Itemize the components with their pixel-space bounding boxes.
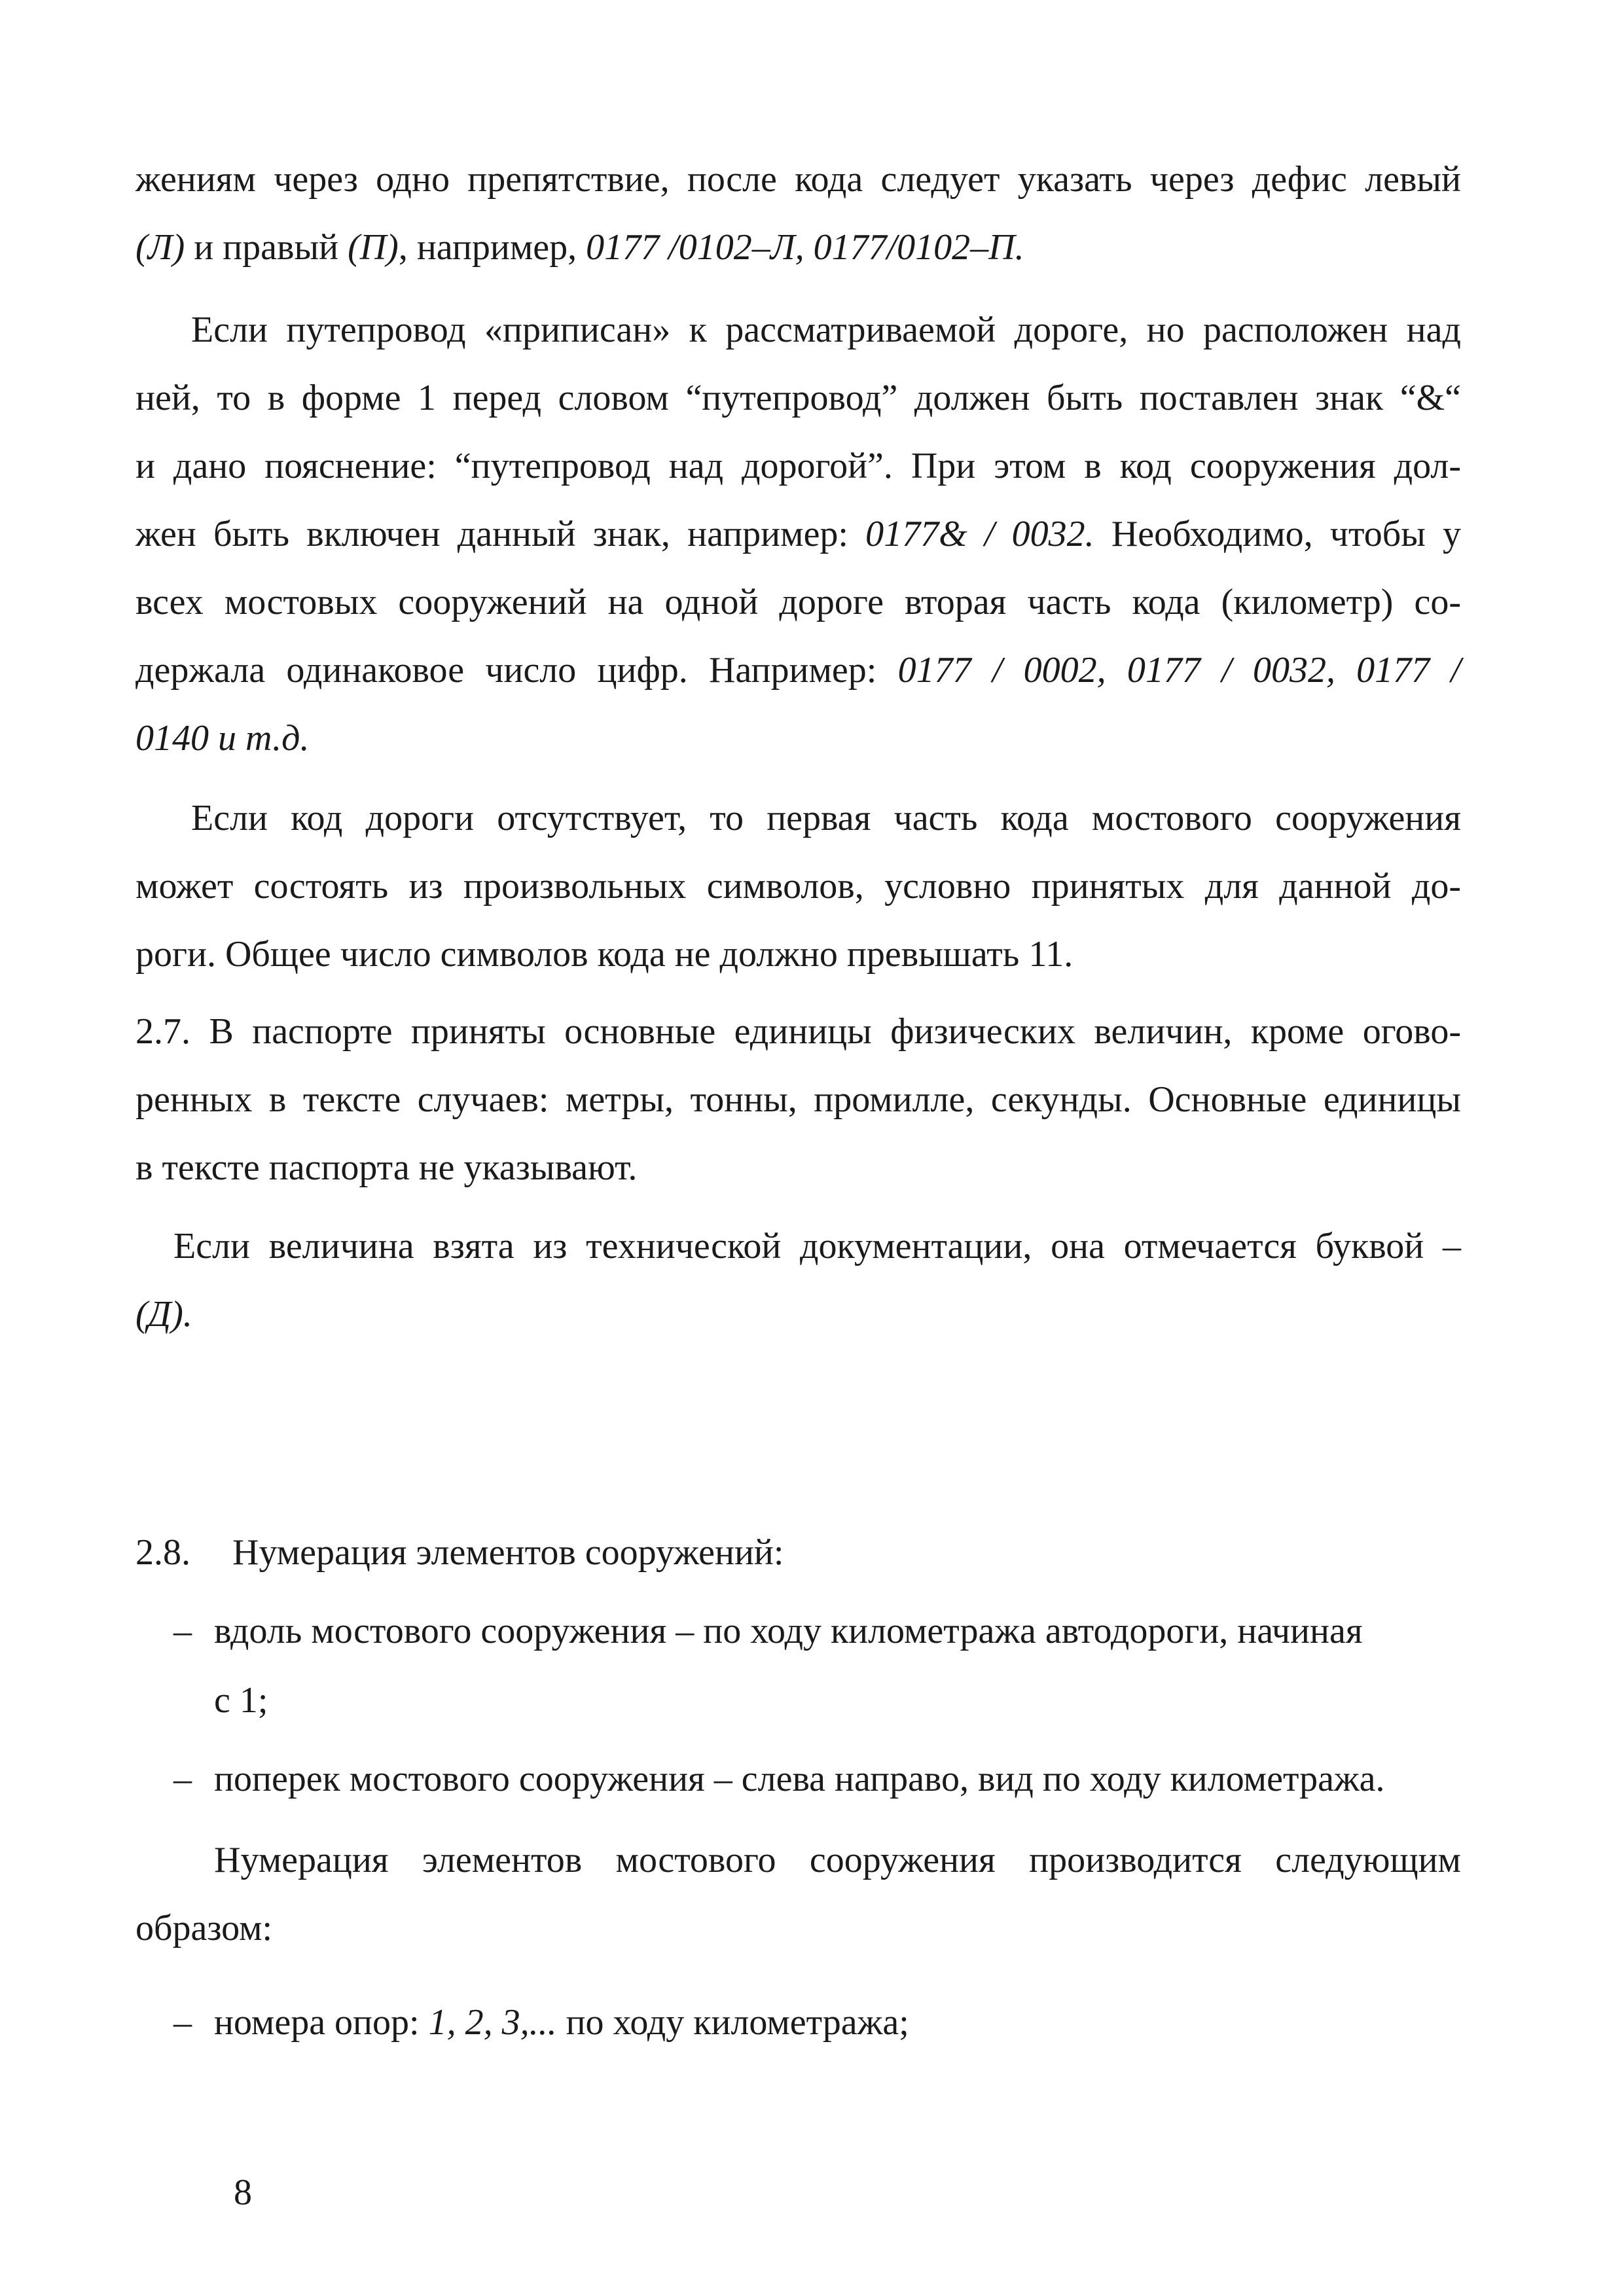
paragraph-numbering <box>135 1826 1461 1962</box>
list-item <box>173 1597 1363 1665</box>
text-line: образом: <box>135 1908 273 1948</box>
code-example: 0177 / 0002, 0177 / 0032, 0177 / <box>897 650 1461 691</box>
text-line: всех мостовых сооружений на одной дороге вторая часть кода (километр) со- <box>135 582 1461 622</box>
text-line: 2.7. В паспорте приняты основные единицы физических величин, кроме огово- <box>135 1011 1461 1052</box>
text-run: , например, <box>398 227 586 268</box>
paragraph-overpass <box>135 296 1461 772</box>
text-line: Если код дороги отсутствует, то первая часть кода мостового сооружения <box>191 798 1461 838</box>
text-run: жен быть включен данный знак, например: <box>135 514 866 554</box>
text-line: роги. Общее число символов кода не должно превышать 11. <box>135 934 1074 975</box>
dash-bullet: – <box>173 1759 192 1799</box>
list-item-text: номера опор: <box>214 2002 429 2043</box>
left-side-label: (Л) <box>135 227 185 268</box>
list-item <box>173 1988 909 2056</box>
text-run: и правый <box>185 227 348 268</box>
section-number: 2.8. <box>135 1532 190 1573</box>
support-numbers: 1, 2, 3,... <box>428 2002 557 2043</box>
list-item-text: вдоль мостового сооружения – по ходу километража автодороги, начиная <box>214 1611 1363 1651</box>
text-line: Если величина взята из технической документации, она отмечается буквой – <box>173 1226 1461 1266</box>
text-line: жениям через одно препятствие, после кода следует указать через дефис левый <box>135 159 1461 200</box>
list-item <box>173 1745 1385 1813</box>
text-line: и дано пояснение: “путепровод над дорогой”. При этом в код сооружения дол- <box>135 446 1461 486</box>
dash-bullet: – <box>173 2002 192 2043</box>
list-item-text: по ходу километража; <box>556 2002 909 2043</box>
paragraph-no-road-code <box>135 784 1461 988</box>
text-line <box>135 636 1461 704</box>
list-item-text: поперек мостового сооружения – слева направо, вид по ходу километража. <box>214 1759 1385 1799</box>
page-number: 8 <box>234 2172 252 2213</box>
text-line: Если путепровод «приписан» к рассматриваемой дороге, но расположен над <box>191 310 1461 350</box>
text-line <box>135 1518 1461 1587</box>
text-line: (Д). <box>135 1294 192 1335</box>
code-example: 0177 /0102–Л, 0177/0102–П. <box>586 227 1024 268</box>
right-side-label: (П) <box>348 227 399 268</box>
text-line: может состоять из произвольных символов, условно принятых для данной до- <box>135 866 1461 906</box>
text-line: ренных в тексте случаев: метры, тонны, промилле, секунды. Основные единицы <box>135 1079 1461 1120</box>
section-2-8-heading <box>135 1518 1461 1587</box>
paragraph-continuation <box>135 145 1461 281</box>
text-line: Нумерация элементов мостового сооружения производится следующим <box>214 1840 1461 1880</box>
text-run: Необходимо, чтобы у <box>1094 514 1461 554</box>
section-title: Нумерация элементов сооружений: <box>232 1532 784 1573</box>
text-line: в тексте паспорта не указывают. <box>135 1147 638 1188</box>
list-item-continuation: с 1; <box>214 1680 268 1721</box>
text-run: держала одинаковое число цифр. Например: <box>135 650 898 691</box>
paragraph-documentation-note <box>135 1212 1461 1348</box>
dash-bullet: – <box>173 1611 192 1651</box>
text-line: 0140 и т.д. <box>135 718 310 759</box>
text-line <box>135 213 1461 281</box>
section-2-7 <box>135 997 1461 1202</box>
text-line: ней, то в форме 1 перед словом “путепровод” должен быть поставлен знак “&“ <box>135 378 1461 418</box>
text-line <box>135 500 1461 568</box>
code-example: 0177& / 0032. <box>865 514 1094 554</box>
